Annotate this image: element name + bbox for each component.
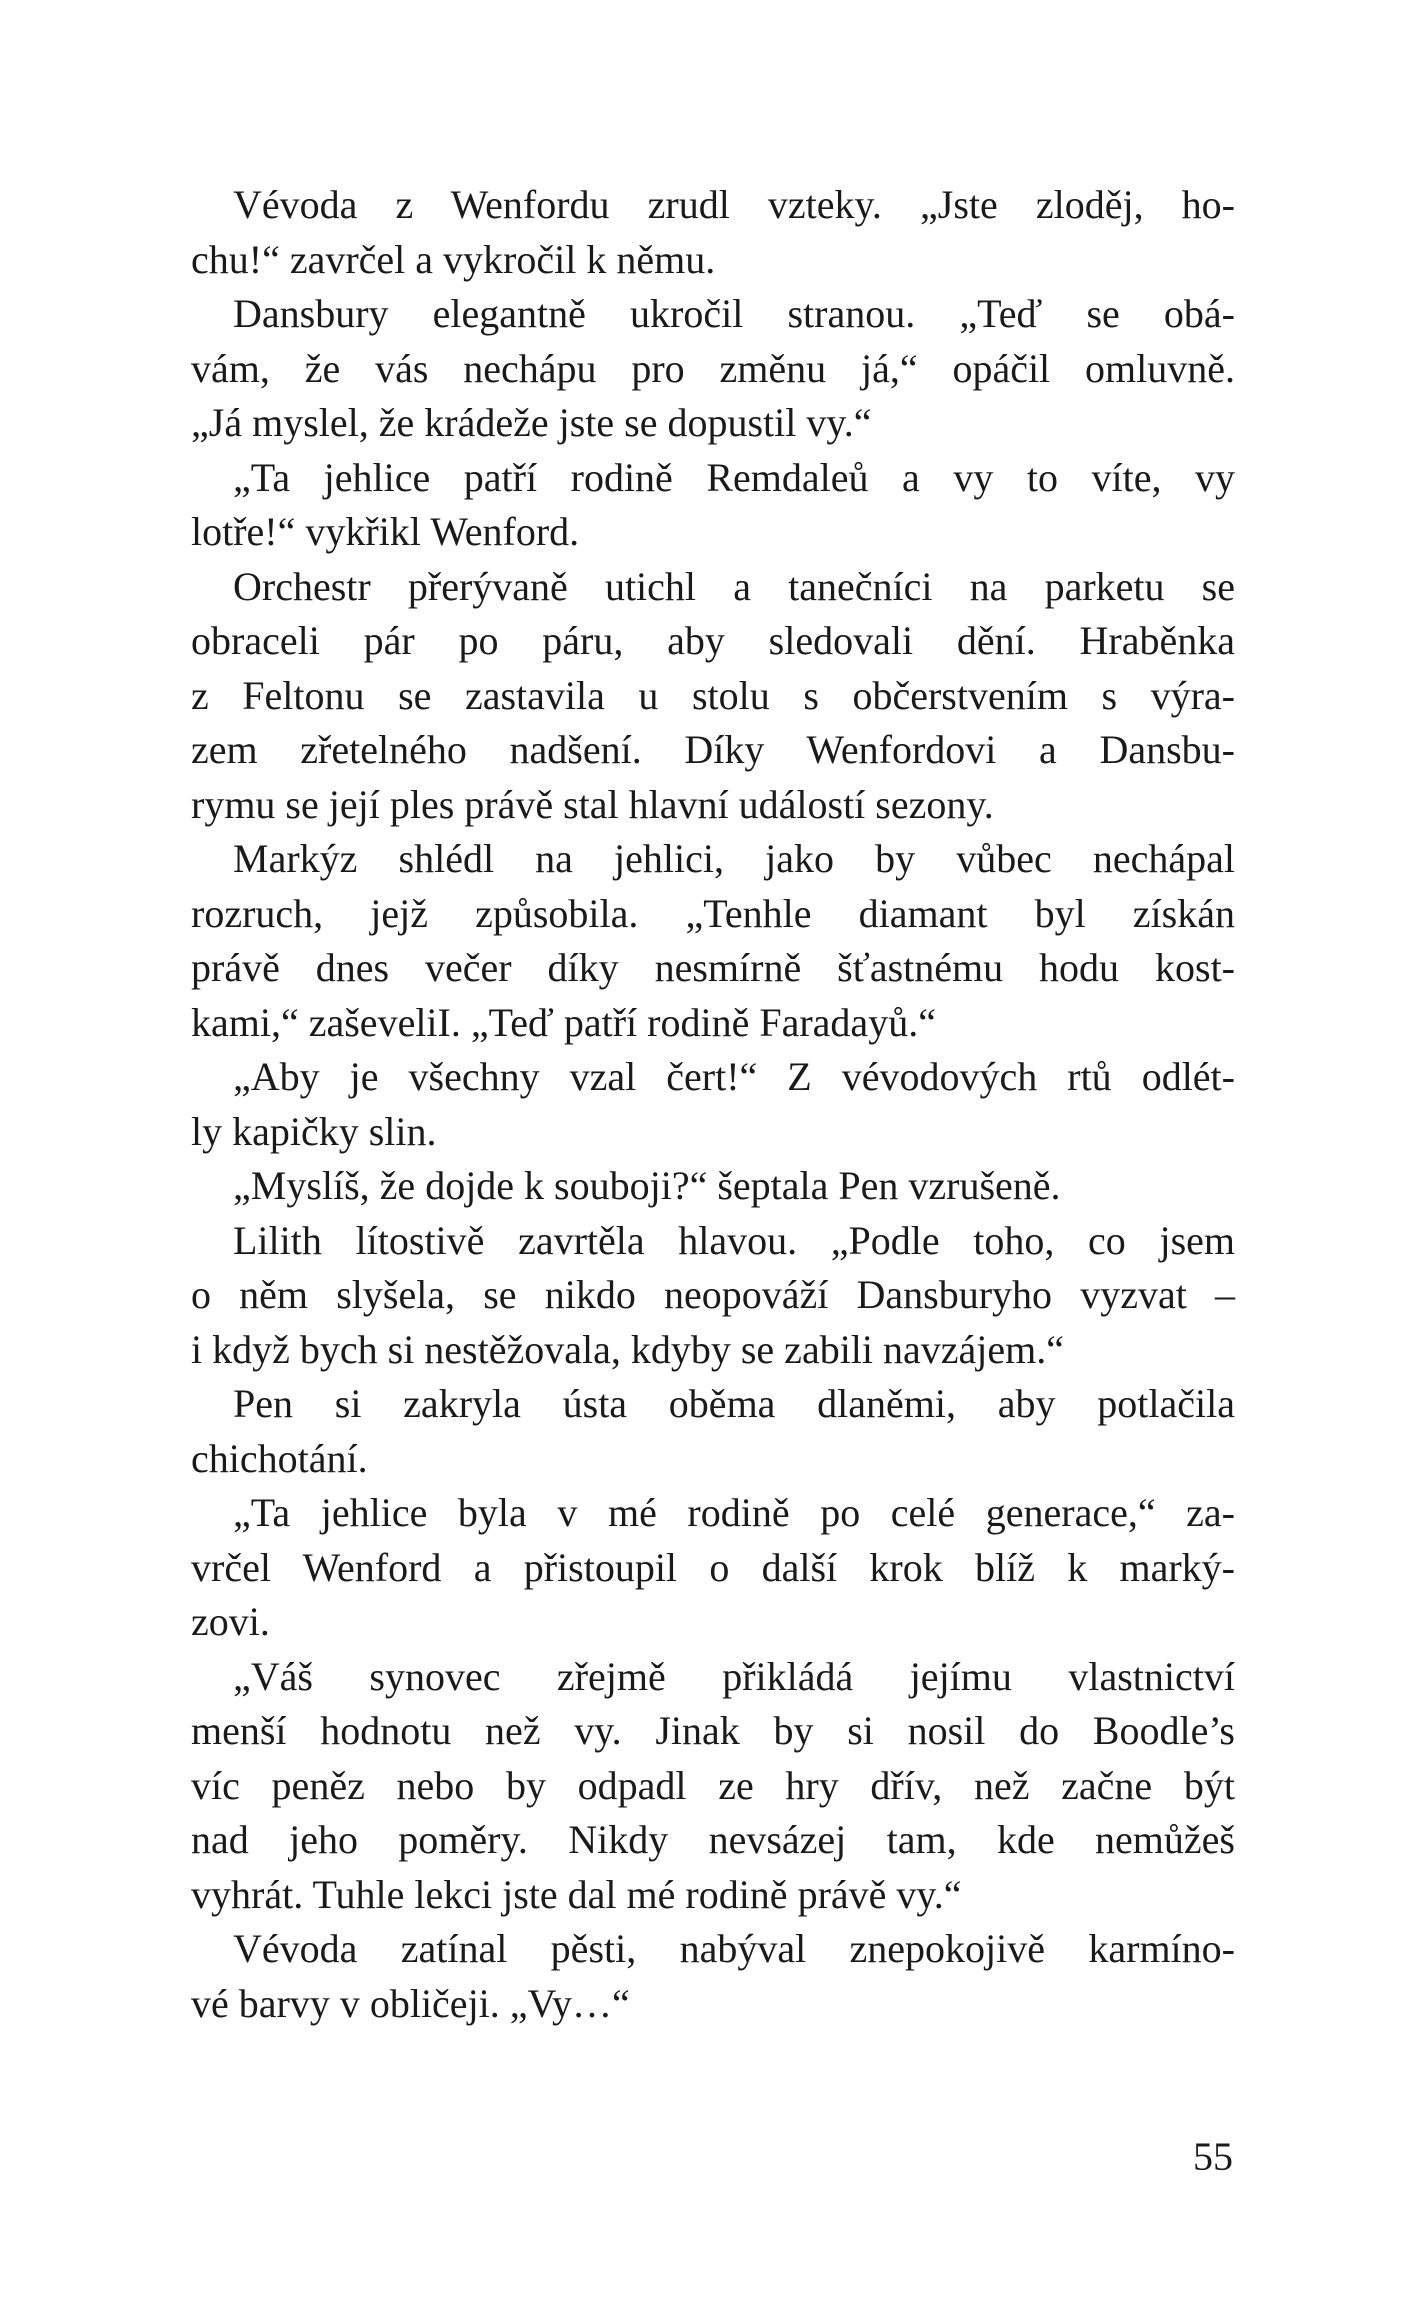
text-line: Vévoda zatínal pěsti, nabýval znepokojivě karmíno- bbox=[233, 1926, 1235, 1971]
text-line: vé barvy v obličeji. „Vy…“ bbox=[191, 1980, 630, 2026]
text-line: vyhrát. Tuhle lekci jste dal mé rodině právě vy.“ bbox=[191, 1871, 962, 1917]
text-line: Vévoda z Wenfordu zrudl vzteky. „Jste zloděj, ho- bbox=[233, 182, 1235, 227]
text-line: rozruch, jejž způsobila. „Tenhle diamant byl získán bbox=[191, 890, 1235, 936]
text-line: menší hodnotu než vy. Jinak by si nosil do Boodle’s bbox=[191, 1708, 1235, 1753]
text-line: zovi. bbox=[191, 1599, 270, 1644]
text-line: vrčel Wenford a přistoupil o další krok blíž k marký- bbox=[191, 1544, 1235, 1590]
text-line: o něm slyšela, se nikdo neopováží Dansburyho vyzvat – bbox=[191, 1272, 1235, 1317]
text-line: lotře!“ vykřikl Wenford. bbox=[191, 509, 580, 554]
text-line: „Myslíš, že dojde k souboji?“ šeptala Pen vzrušeně. bbox=[233, 1163, 1061, 1208]
text-line: kami,“ zaševeliI. „Teď patří rodině Faradayů.“ bbox=[191, 999, 936, 1045]
text-line: „Váš synovec zřejmě přikládá jejímu vlastnictví bbox=[233, 1653, 1235, 1699]
text-line: „Ta jehlice patří rodině Remdaleů a vy to víte, vy bbox=[233, 454, 1235, 500]
text-line: z Feltonu se zastavila u stolu s občerstvením s výra- bbox=[191, 672, 1235, 718]
text-line: Orchestr přerývaně utichl a tanečníci na parketu se bbox=[233, 563, 1235, 609]
text-line: „Ta jehlice byla v mé rodině po celé generace,“ za- bbox=[233, 1490, 1235, 1535]
text-line: víc peněz nebo by odpadl ze hry dřív, než začne být bbox=[191, 1762, 1235, 1808]
text-line: i když bych si nestěžovala, kdyby se zabili navzájem.“ bbox=[191, 1326, 1065, 1372]
text-line: rymu se její ples právě stal hlavní událostí sezony. bbox=[191, 781, 994, 827]
text-line: vám, že vás nechápu pro změnu já,“ opáčil omluvně. bbox=[191, 345, 1235, 391]
text-line: chu!“ zavrčel a vykročil k němu. bbox=[191, 236, 716, 282]
text-line: Markýz shlédl na jehlici, jako by vůbec nechápal bbox=[233, 836, 1235, 881]
text-line: zem zřetelného nadšení. Díky Wenfordovi a Dansbu- bbox=[191, 727, 1235, 772]
page-number: 55 bbox=[1193, 2134, 1233, 2179]
text-line: obraceli pár po páru, aby sledovali dění. Hraběnka bbox=[191, 618, 1235, 663]
text-line: právě dnes večer díky nesmírně šťastnému hodu kost- bbox=[191, 945, 1235, 990]
text-line: „Já myslel, že krádeže jste se dopustil vy.“ bbox=[191, 400, 872, 445]
text-line: Dansbury elegantně ukročil stranou. „Teď se obá- bbox=[233, 291, 1235, 336]
text-line: Lilith lítostivě zavrtěla hlavou. „Podle toho, co jsem bbox=[233, 1217, 1235, 1263]
body-text bbox=[191, 178, 1235, 2031]
text-line: nad jeho poměry. Nikdy nevsázej tam, kde nemůžeš bbox=[191, 1817, 1235, 1862]
text-line: Pen si zakryla ústa oběma dlaněmi, aby potlačila bbox=[233, 1381, 1235, 1426]
text-line: ly kapičky slin. bbox=[191, 1108, 437, 1154]
text-line: chichotání. bbox=[191, 1435, 368, 1481]
text-line: „Aby je všechny vzal čert!“ Z vévodových rtů odlét- bbox=[233, 1054, 1235, 1099]
